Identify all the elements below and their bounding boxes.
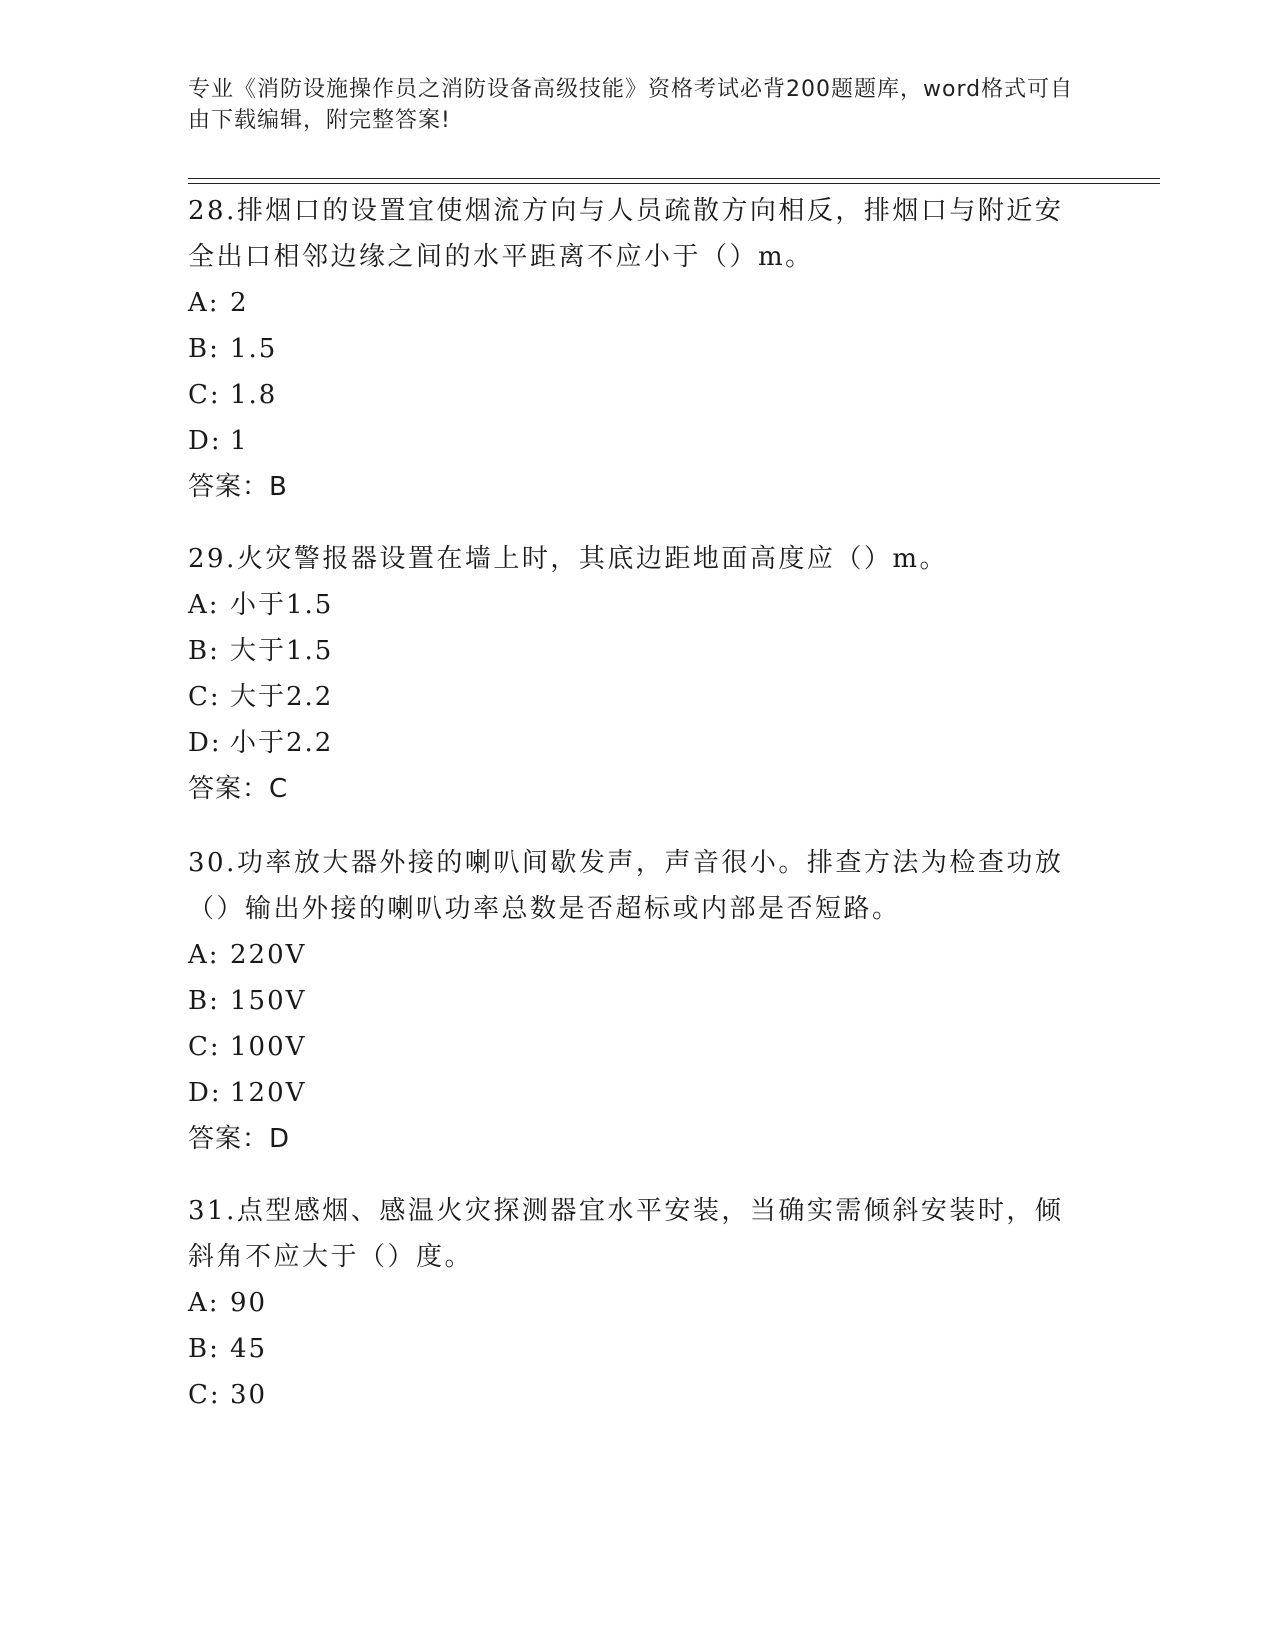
header-text: 专业《消防设施操作员之消防设备高级技能》资格考试必背200题题库，word格式可自由下载编辑，附完整答案! [188,77,1074,133]
question-stem: 29.火灾警报器设置在墙上时，其底边距地面高度应（）m。 [188,544,949,574]
question-30 [188,840,1088,1162]
option-a [188,1280,1088,1326]
option-b [188,1326,1088,1372]
option-c [188,674,1088,720]
option-b [188,978,1088,1024]
option-key: A: [188,288,220,318]
option-key: C: [188,1380,221,1410]
option-c [188,1024,1088,1070]
option-key: C: [188,682,221,712]
option-key: B: [188,986,220,1016]
option-key: C: [188,1032,221,1062]
option-d [188,418,1088,464]
option-text: 2 [230,288,249,318]
option-text: 45 [230,1334,268,1364]
option-text: 100V [230,1032,307,1062]
option-text: 90 [230,1288,268,1318]
option-text: 120V [230,1078,307,1108]
header-divider-bottom [188,183,1160,184]
option-key: D: [188,728,222,758]
option-key: A: [188,940,220,970]
question-28 [188,188,1088,510]
option-text: 30 [230,1380,268,1410]
document-header [188,74,1088,136]
option-a [188,280,1088,326]
option-text: 150V [230,986,307,1016]
option-key: D: [188,426,222,456]
option-a [188,582,1088,628]
option-a [188,932,1088,978]
option-key: B: [188,636,220,666]
question-stem: 30.功率放大器外接的喇叭间歇发声，声音很小。排查方法为检查功放（）输出外接的喇叭功率总数是否超标或内部是否短路。 [188,848,1064,924]
option-d [188,1070,1088,1116]
answer: 答案：B [188,472,288,502]
option-text: 1.8 [230,380,278,410]
answer: 答案：C [188,774,289,804]
option-b [188,628,1088,674]
option-text: 220V [230,940,307,970]
option-text: 大于1.5 [230,636,334,666]
header-divider-top [188,178,1160,179]
option-text: 1.5 [230,334,278,364]
answer: 答案：D [188,1124,291,1154]
option-key: A: [188,590,220,620]
option-key: B: [188,1334,220,1364]
question-29 [188,536,1088,812]
option-key: C: [188,380,221,410]
option-c [188,372,1088,418]
option-b [188,326,1088,372]
option-key: A: [188,1288,220,1318]
question-stem: 28.排烟口的设置宜使烟流方向与人员疏散方向相反，排烟口与附近安全出口相邻边缘之间的水平距离不应小于（）m。 [188,196,1064,272]
option-key: B: [188,334,220,364]
option-text: 小于2.2 [230,728,334,758]
question-31 [188,1188,1088,1418]
option-d [188,720,1088,766]
option-text: 大于2.2 [230,682,334,712]
question-stem: 31.点型感烟、感温火灾探测器宜水平安装，当确实需倾斜安装时，倾斜角不应大于（）度。 [188,1196,1064,1272]
option-text: 小于1.5 [230,590,334,620]
option-key: D: [188,1078,222,1108]
option-text: 1 [230,426,249,456]
option-c [188,1372,1088,1418]
